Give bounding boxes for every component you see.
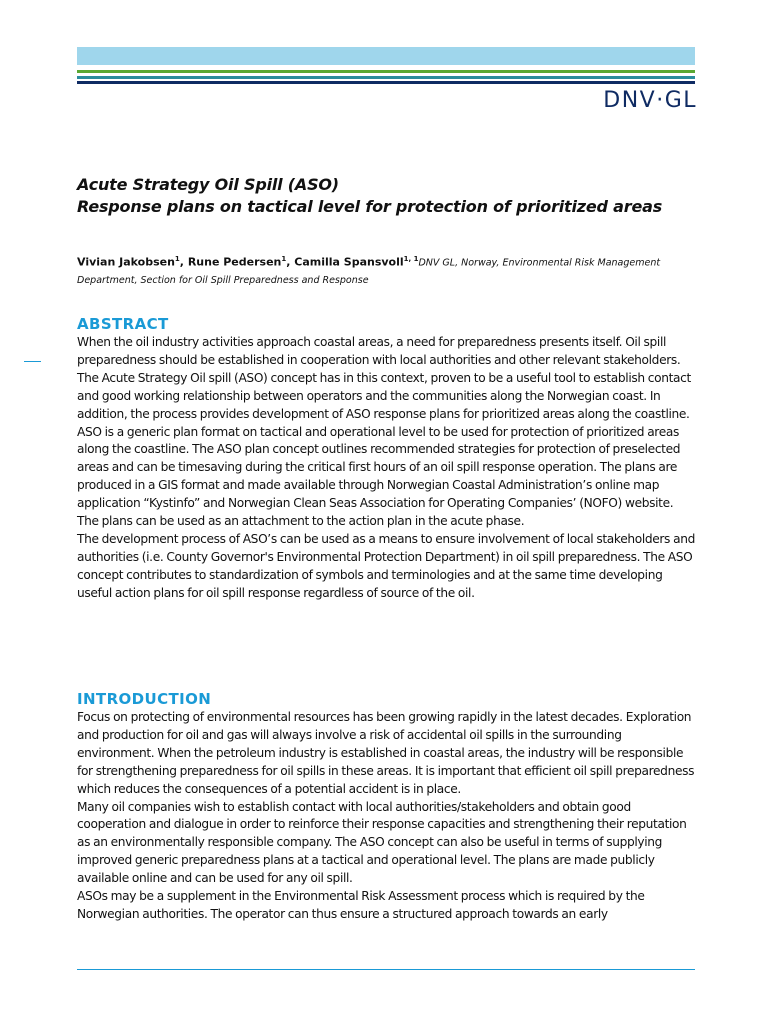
author-1-sup: 1 <box>174 255 180 263</box>
affiliation-line-1: DNV GL, Norway, Environmental Risk Management <box>418 257 661 269</box>
author-block <box>77 251 697 289</box>
introduction-body <box>77 709 697 924</box>
author-2: Rune Pedersen <box>187 255 282 269</box>
author-line <box>77 251 697 272</box>
intro-paragraph-1: Focus on protecting of environmental resources has been growing rapidly in the latest decades. Exploration and production for oil and gas will always involve a risk of accidental oil spills in the surrounding environment. When the petroleum industry is established in coastal areas, the industry will be responsible for strengthening preparedness for oil spills in these areas. It is important that efficient oil spill preparedness which reduces the consequences of a potential accident is in place. <box>77 710 695 796</box>
author-sep-1: , <box>179 255 188 269</box>
margin-dash <box>24 361 41 362</box>
author-3: Camilla Spansvoll <box>294 255 404 269</box>
author-1: Vivian Jakobsen <box>77 255 175 269</box>
author-2-sup: 1 <box>281 255 287 263</box>
affiliation-line-2: Department, Section for Oil Spill Preparedness and Response <box>77 274 369 286</box>
intro-paragraph-3: ASOs may be a supplement in the Environmental Risk Assessment process which is required by the Norwegian authorities. The operator can thus ensure a structured approach towards an early <box>77 889 645 921</box>
dnvgl-logo: DNV·GL <box>603 88 697 113</box>
header-stripe-navy <box>77 81 695 84</box>
abstract-body <box>77 334 697 603</box>
header-stripe-teal <box>77 76 695 79</box>
intro-paragraph-2: Many oil companies wish to establish contact with local authorities/stakeholders and obtain good cooperation and dialogue in order to reinforce their response capacities and strengthening their reputation as an environmentally responsible company. The ASO concept can also be useful in terms of supplying improved generic preparedness plans at a tactical and operational level. The plans are made publicly available online and can be used for any oil spill. <box>77 799 687 886</box>
footer-rule <box>77 969 695 970</box>
author-3-sup: 1, 1 <box>403 255 419 263</box>
abstract-paragraph-1: When the oil industry activities approach coastal areas, a need for preparedness presents itself. Oil spill preparedness should be established in cooperation with local authorities and other relevant stakeholders. The Acute Strategy Oil spill (ASO) concept has in this context, proven to be a useful tool to establish contact and good working relationship between operators and the communities along the Norwegian coast. In addition, the process provides development of ASO response plans for prioritized areas along the coastline. <box>77 335 691 421</box>
title-line-2: Response plans on tactical level for protection of prioritized areas <box>77 197 663 216</box>
abstract-heading: ABSTRACT <box>77 315 169 333</box>
header-stripe-green <box>77 70 695 73</box>
abstract-paragraph-2: ASO is a generic plan format on tactical and operational level to be used for protection of prioritized areas along the coastline. The ASO plan concept outlines recommended strategies for protection of preselected areas and can be timesaving during the critical first hours of an oil spill response operation. The plans are produced in a GIS format and made available through Norwegian Coastal Administration’s online map application “Kystinfo” and Norwegian Clean Seas Association for Operating Companies’ (NOFO) website. The plans can be used as an attachment to the action plan in the acute phase. <box>77 424 681 529</box>
author-sep-2: , <box>286 255 295 269</box>
header-band-light-blue <box>77 47 695 65</box>
paper-title <box>77 174 662 218</box>
abstract-paragraph-3: The development process of ASO’s can be used as a means to ensure involvement of local stakeholders and authorities (i.e. County Governor's Environmental Protection Department) in oil spill preparedness. The ASO concept contributes to standardization of symbols and terminologies and at the same time developing useful action plans for oil spill response regardless of source of the oil. <box>77 531 695 600</box>
title-line-1: Acute Strategy Oil Spill (ASO) <box>77 175 339 194</box>
introduction-heading: INTRODUCTION <box>77 690 212 708</box>
